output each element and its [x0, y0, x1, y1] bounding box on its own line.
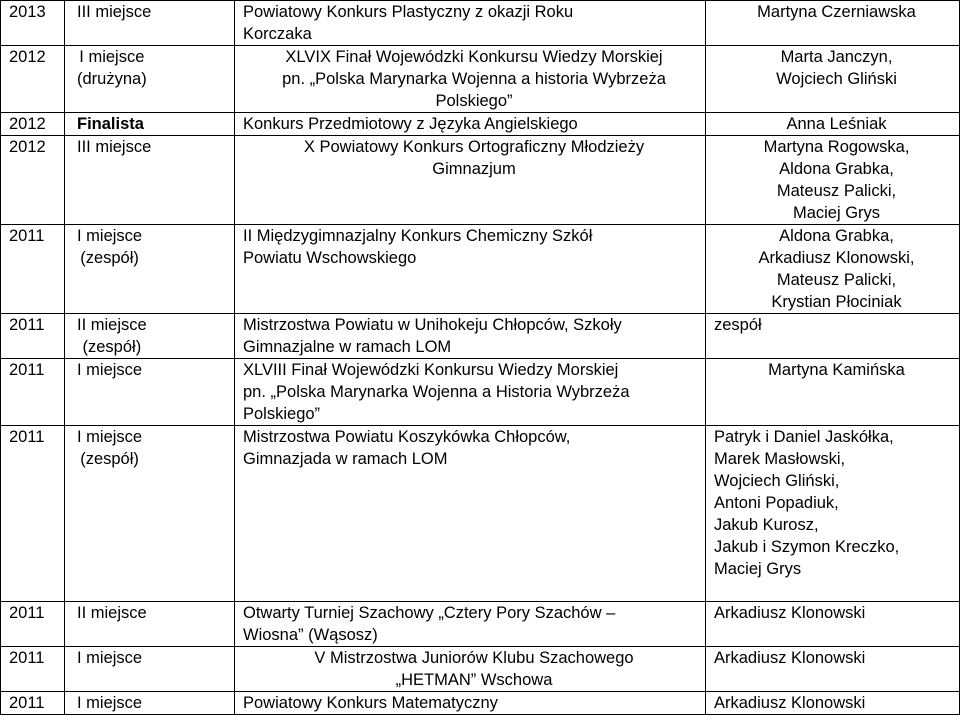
- table-row: [1, 225, 960, 314]
- place-cell: I miejsce: [77, 361, 143, 379]
- place-cell: I miejsce (zespół): [77, 227, 143, 267]
- names-cell: Aldona Grabka, Arkadiusz Klonowski, Mateusz Palicki, Krystian Płociniak: [758, 227, 915, 311]
- year-cell: 2011: [1, 225, 65, 314]
- event-cell: Mistrzostwa Powiatu Koszykówka Chłopców, Gimnazjada w ramach LOM: [243, 428, 571, 468]
- event-cell: V Mistrzostwa Juniorów Klubu Szachowego „HETMAN” Wschowa: [314, 649, 634, 689]
- table-row: [1, 1, 960, 46]
- table-row: [1, 692, 960, 715]
- names-cell: Martyna Rogowska, Aldona Grabka, Mateusz Palicki, Maciej Grys: [763, 138, 910, 222]
- table-row: [1, 647, 960, 692]
- year-cell: 2011: [1, 314, 65, 359]
- names-cell: Martyna Czerniawska: [757, 3, 916, 21]
- table-row: [1, 426, 960, 602]
- year-cell: 2012: [1, 136, 65, 225]
- year-cell: 2012: [1, 113, 65, 136]
- place-cell: III miejsce: [77, 3, 152, 21]
- names-cell: Arkadiusz Klonowski: [714, 604, 866, 622]
- event-cell: II Międzygimnazjalny Konkurs Chemiczny Szkół Powiatu Wschowskiego: [243, 227, 593, 267]
- year-cell: 2011: [1, 692, 65, 715]
- names-cell: Arkadiusz Klonowski: [714, 649, 866, 667]
- place-cell: III miejsce: [77, 138, 152, 156]
- event-cell: Powiatowy Konkurs Matematyczny: [243, 694, 498, 712]
- names-cell: Arkadiusz Klonowski: [714, 694, 866, 712]
- names-cell: Patryk i Daniel Jaskółka, Marek Masłowski, Wojciech Gliński, Antoni Popadiuk, Jakub Kurosz, Jakub i Szymon Kreczko, Maciej Grys: [714, 428, 900, 578]
- names-cell: Martyna Kamińska: [768, 361, 905, 379]
- table-row: [1, 113, 960, 136]
- event-cell: Otwarty Turniej Szachowy „Cztery Pory Szachów – Wiosna” (Wąsosz): [243, 604, 616, 644]
- year-cell: 2011: [1, 647, 65, 692]
- place-cell: Finalista: [77, 115, 144, 133]
- table-row: [1, 314, 960, 359]
- year-cell: 2012: [1, 46, 65, 113]
- table-row: [1, 359, 960, 426]
- event-cell: XLVIII Finał Wojewódzki Konkursu Wiedzy Morskiej pn. „Polska Marynarka Wojenna a Historia Wybrzeża Polskiego”: [243, 361, 630, 423]
- place-cell: I miejsce (zespół): [77, 428, 143, 468]
- place-cell: I miejsce (drużyna): [77, 48, 147, 88]
- event-cell: XLVIX Finał Wojewódzki Konkursu Wiedzy Morskiej pn. „Polska Marynarka Wojenna a historia Wybrzeża Polskiego”: [282, 48, 666, 110]
- year-cell: 2013: [1, 1, 65, 46]
- place-cell: I miejsce: [77, 694, 143, 712]
- year-cell: 2011: [1, 359, 65, 426]
- year-cell: 2011: [1, 602, 65, 647]
- event-cell: Mistrzostwa Powiatu w Unihokeju Chłopców, Szkoły Gimnazjalne w ramach LOM: [243, 316, 622, 356]
- event-cell: Powiatowy Konkurs Plastyczny z okazji Roku Korczaka: [243, 3, 574, 43]
- place-cell: II miejsce (zespół): [77, 316, 147, 356]
- event-cell: X Powiatowy Konkurs Ortograficzny Młodzieży Gimnazjum: [303, 138, 645, 178]
- place-cell: II miejsce: [77, 604, 147, 622]
- year-cell: 2011: [1, 426, 65, 602]
- table-row: [1, 136, 960, 225]
- names-cell: Marta Janczyn, Wojciech Gliński: [776, 48, 897, 88]
- names-cell: Anna Leśniak: [786, 115, 887, 133]
- place-cell: I miejsce: [77, 649, 143, 667]
- event-cell: Konkurs Przedmiotowy z Języka Angielskiego: [243, 115, 578, 133]
- table-row: [1, 602, 960, 647]
- names-cell: zespół: [714, 316, 762, 334]
- table-row: [1, 46, 960, 113]
